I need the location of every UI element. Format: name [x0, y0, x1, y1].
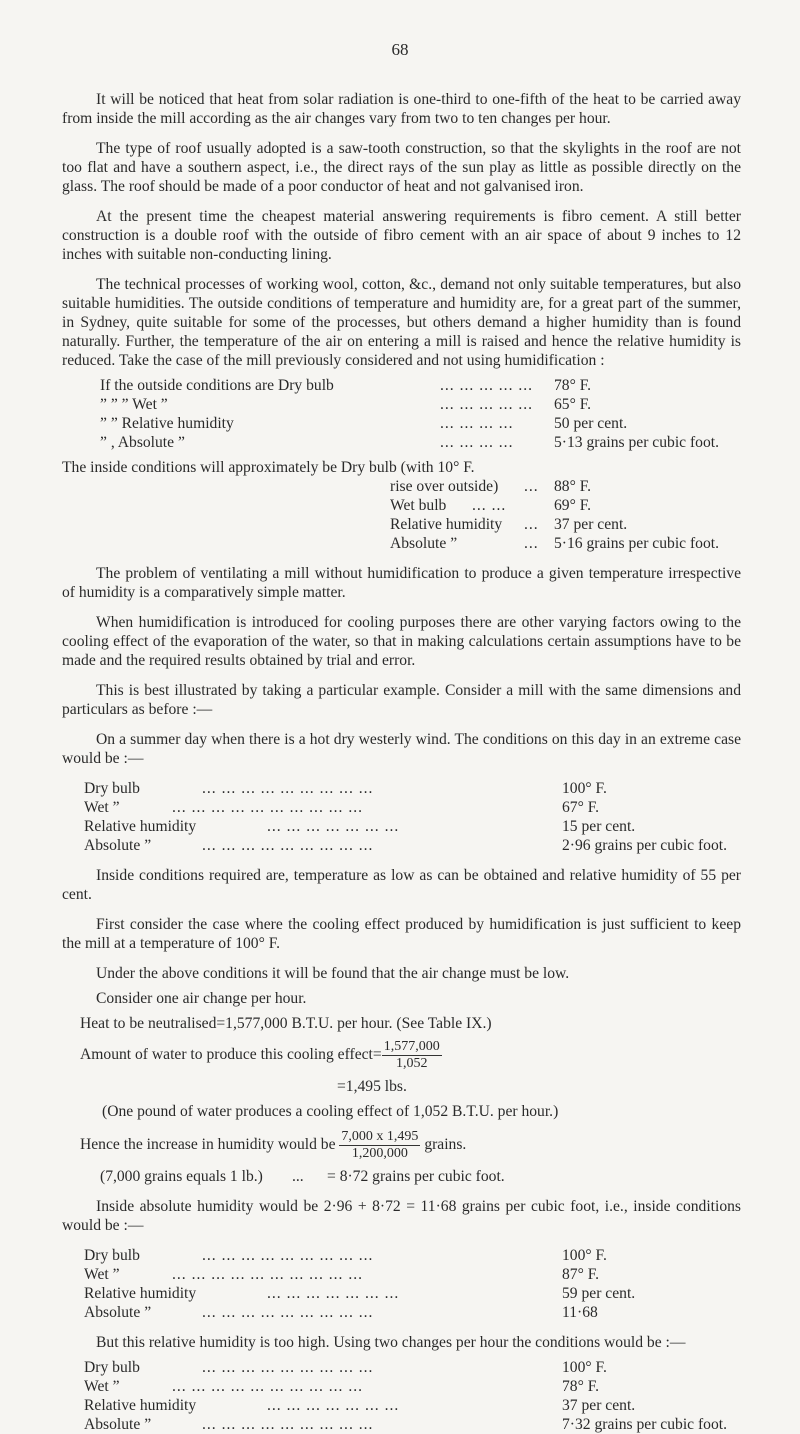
fraction-numerator: 7,000 x 1,495 [341, 1129, 419, 1144]
row-value: 5·13 grains per cubic foot. [554, 434, 719, 451]
extreme-case-table [62, 779, 741, 855]
body-text [62, 90, 741, 1434]
fraction-numerator: 1,577,000 [383, 1039, 440, 1054]
table-row [62, 1396, 741, 1415]
row-value: 78° F. [562, 1378, 600, 1395]
table-row [62, 496, 741, 515]
leader-dots: ... [292, 1168, 304, 1185]
row-label: If the outside conditions are Dry bulb [100, 377, 334, 394]
table-row [62, 779, 741, 798]
row-label: ” ” ” Wet ” [100, 396, 168, 413]
two-changes-table [62, 1358, 741, 1434]
leader-dots: ... ... ... ... ... ... ... [267, 818, 400, 835]
cooling-note: (One pound of water produces a cooling effect of 1,052 B.T.U. per hour.) [102, 1103, 559, 1120]
paragraph: The type of roof usually adopted is a saw-tooth construction, so that the skylights in the roof are not too flat and have a southern aspect, i.e., the direct rays of the sun play as little as possible directly on the glass. The roof should be made of a poor conductor of heat and not galvanised iron. [62, 140, 741, 195]
leader-dots: ... ... [472, 497, 507, 514]
table-row [62, 1358, 741, 1377]
row-value: 88° F. [554, 478, 592, 495]
table-row [62, 414, 741, 433]
paragraph: This is best illustrated by taking a particular example. Consider a mill with the same dimensions and particulars as before :— [62, 682, 741, 718]
row-value: 7·32 grains per cubic foot. [562, 1416, 727, 1433]
inside-conditions-table [62, 458, 741, 553]
table-row [62, 1377, 741, 1396]
leader-dots: ... ... ... ... ... ... ... ... ... [202, 1247, 374, 1264]
row-label: Wet ” [84, 1378, 120, 1395]
table-row [62, 1415, 741, 1434]
table-row [62, 1265, 741, 1284]
paragraph: It will be noticed that heat from solar radiation is one-third to one-fifth of the heat to be carried away from inside the mill according as the air changes vary from two to ten changes per hour. [62, 91, 741, 127]
table-row [62, 1246, 741, 1265]
row-value: 87° F. [562, 1266, 600, 1283]
paragraph: Inside absolute humidity would be 2·96 + 8·72 = 11·68 grains per cubic foot, i.e., inside conditions would be :— [62, 1198, 741, 1234]
fraction-denominator: 1,200,000 [351, 1146, 408, 1161]
row-label: Relative humidity [390, 516, 503, 533]
water-amount-line [62, 1039, 741, 1077]
row-value: 37 per cent. [554, 516, 628, 533]
row-value: 50 per cent. [554, 415, 628, 432]
table-row [62, 817, 741, 836]
row-value: 11·68 [562, 1304, 598, 1321]
leader-dots: ... ... ... ... ... ... ... ... ... [202, 1359, 374, 1376]
row-value: 59 per cent. [562, 1285, 636, 1302]
table-row [62, 477, 741, 496]
row-value: 69° F. [554, 497, 592, 514]
calculation-block [62, 1014, 741, 1186]
row-value: 5·16 grains per cubic foot. [554, 535, 719, 552]
leader-dots: ... ... ... ... ... ... ... [267, 1397, 400, 1414]
row-value: 100° F. [562, 780, 607, 797]
fraction-denominator: 1,052 [395, 1056, 428, 1071]
row-label: Absolute ” [84, 1304, 152, 1321]
paragraph: The problem of ventilating a mill without humidification to produce a given temperature irrespective of humidity is a comparatively simple matter. [62, 565, 741, 601]
row-label: Wet ” [84, 799, 120, 816]
row-label: Dry bulb [84, 1247, 140, 1264]
table-row [62, 798, 741, 817]
row-label: ” , Absolute ” [100, 434, 185, 451]
row-label: Dry bulb [84, 1359, 140, 1376]
humidity-fraction [339, 1129, 420, 1162]
table-row [62, 515, 741, 534]
table-row [62, 433, 741, 452]
leader-dots: ... [524, 478, 539, 495]
row-value: 67° F. [562, 799, 600, 816]
grains-line [62, 1167, 741, 1186]
table-row [62, 534, 741, 553]
paragraph: Under the above conditions it will be found that the air change must be low. [96, 965, 570, 982]
row-label: Absolute ” [84, 837, 152, 854]
leader-dots: ... ... ... ... [440, 434, 514, 451]
leader-dots: ... ... ... ... [440, 415, 514, 432]
row-label: Relative humidity [84, 818, 197, 835]
heat-line: Heat to be neutralised=1,577,000 B.T.U. per hour. (See Table IX.) [80, 1015, 492, 1032]
row-label: The inside conditions will approximately be Dry bulb (with 10° F. [62, 459, 475, 476]
paragraph: The technical processes of working wool, cotton, &c., demand not only suitable temperatures, but also suitable humidities. The outside conditions of temperature and humidity are, for a great part of the summer, in Sydney, quite suitable for some of the processes, but others demand a higher humidity than is found naturally. Further, the temperature of the air on entering a mill is raised and hence the relative humidity is reduced. Take the case of the mill previously considered and not using humidification : [62, 276, 741, 369]
row-value: 2·96 grains per cubic foot. [562, 837, 727, 854]
row-label: Relative humidity [84, 1285, 197, 1302]
table-row [62, 376, 741, 395]
water-result: =1,495 lbs. [337, 1078, 407, 1095]
page-number: 68 [391, 40, 409, 59]
table-row [62, 1284, 741, 1303]
leader-dots: ... ... ... ... ... [440, 377, 534, 394]
row-label: Absolute ” [84, 1416, 152, 1433]
water-fraction [382, 1039, 442, 1072]
paragraph: When humidification is introduced for cooling purposes there are other varying factors owing to the cooling effect of the evaporation of the water, so that in making calculations certain assumptions have to be made and the required results obtained by trial and error. [62, 614, 741, 669]
paragraph: Inside conditions required are, temperature as low as can be obtained and relative humidity of 55 per cent. [62, 867, 741, 903]
row-label: Dry bulb [84, 780, 140, 797]
grains-note: (7,000 grains equals 1 lb.) [100, 1168, 263, 1185]
outside-conditions-table [62, 376, 741, 452]
grains-result: = 8·72 grains per cubic foot. [327, 1168, 505, 1185]
leader-dots: ... [524, 535, 539, 552]
row-label: Wet ” [84, 1266, 120, 1283]
table-row [62, 395, 741, 414]
paragraph: Consider one air change per hour. [96, 990, 307, 1007]
paragraph: At the present time the cheapest material answering requirements is fibro cement. A still better construction is a double roof with the outside of fibro cement with an air space of about 9 inches to 12 inches with suitable non-conducting lining. [62, 208, 741, 263]
leader-dots: ... ... ... ... ... ... ... ... ... [202, 837, 374, 854]
leader-dots: ... ... ... ... ... ... ... ... ... [202, 1416, 374, 1433]
row-label: Absolute ” [390, 535, 458, 552]
row-label: ” ” Relative humidity [100, 415, 234, 432]
leader-dots: ... [524, 516, 539, 533]
row-value: 78° F. [554, 377, 592, 394]
grains-unit: grains. [424, 1136, 467, 1154]
row-label: Wet bulb [390, 497, 447, 514]
row-value: 37 per cent. [562, 1397, 636, 1414]
row-label: Relative humidity [84, 1397, 197, 1414]
paragraph: First consider the case where the cooling effect produced by humidification is just sufficient to keep the mill at a temperature of 100° F. [62, 916, 741, 952]
leader-dots: ... ... ... ... ... ... ... ... ... ... [172, 1378, 364, 1395]
leader-dots: ... ... ... ... ... ... ... ... ... [202, 1304, 374, 1321]
water-amount-label: Amount of water to produce this cooling effect= [80, 1046, 382, 1064]
row-value: 15 per cent. [562, 818, 636, 835]
leader-dots: ... ... ... ... ... ... ... ... ... ... [172, 799, 364, 816]
inside-conditions-2-table [62, 1246, 741, 1322]
table-row [62, 836, 741, 855]
paragraph: But this relative humidity is too high. Using two changes per hour the conditions would be :— [96, 1334, 686, 1351]
row-label: rise over outside) [390, 478, 499, 495]
humidity-increase-line [62, 1129, 741, 1167]
paragraph: On a summer day when there is a hot dry westerly wind. The conditions on this day in an extreme case would be :— [62, 731, 741, 767]
leader-dots: ... ... ... ... ... ... ... [267, 1285, 400, 1302]
row-value: 100° F. [562, 1359, 607, 1376]
leader-dots: ... ... ... ... ... [440, 396, 534, 413]
row-value: 65° F. [554, 396, 592, 413]
table-row [62, 458, 741, 477]
row-value: 100° F. [562, 1247, 607, 1264]
humidity-increase-label: Hence the increase in humidity would be [80, 1136, 336, 1154]
leader-dots: ... ... ... ... ... ... ... ... ... ... [172, 1266, 364, 1283]
table-row [62, 1303, 741, 1322]
leader-dots: ... ... ... ... ... ... ... ... ... [202, 780, 374, 797]
